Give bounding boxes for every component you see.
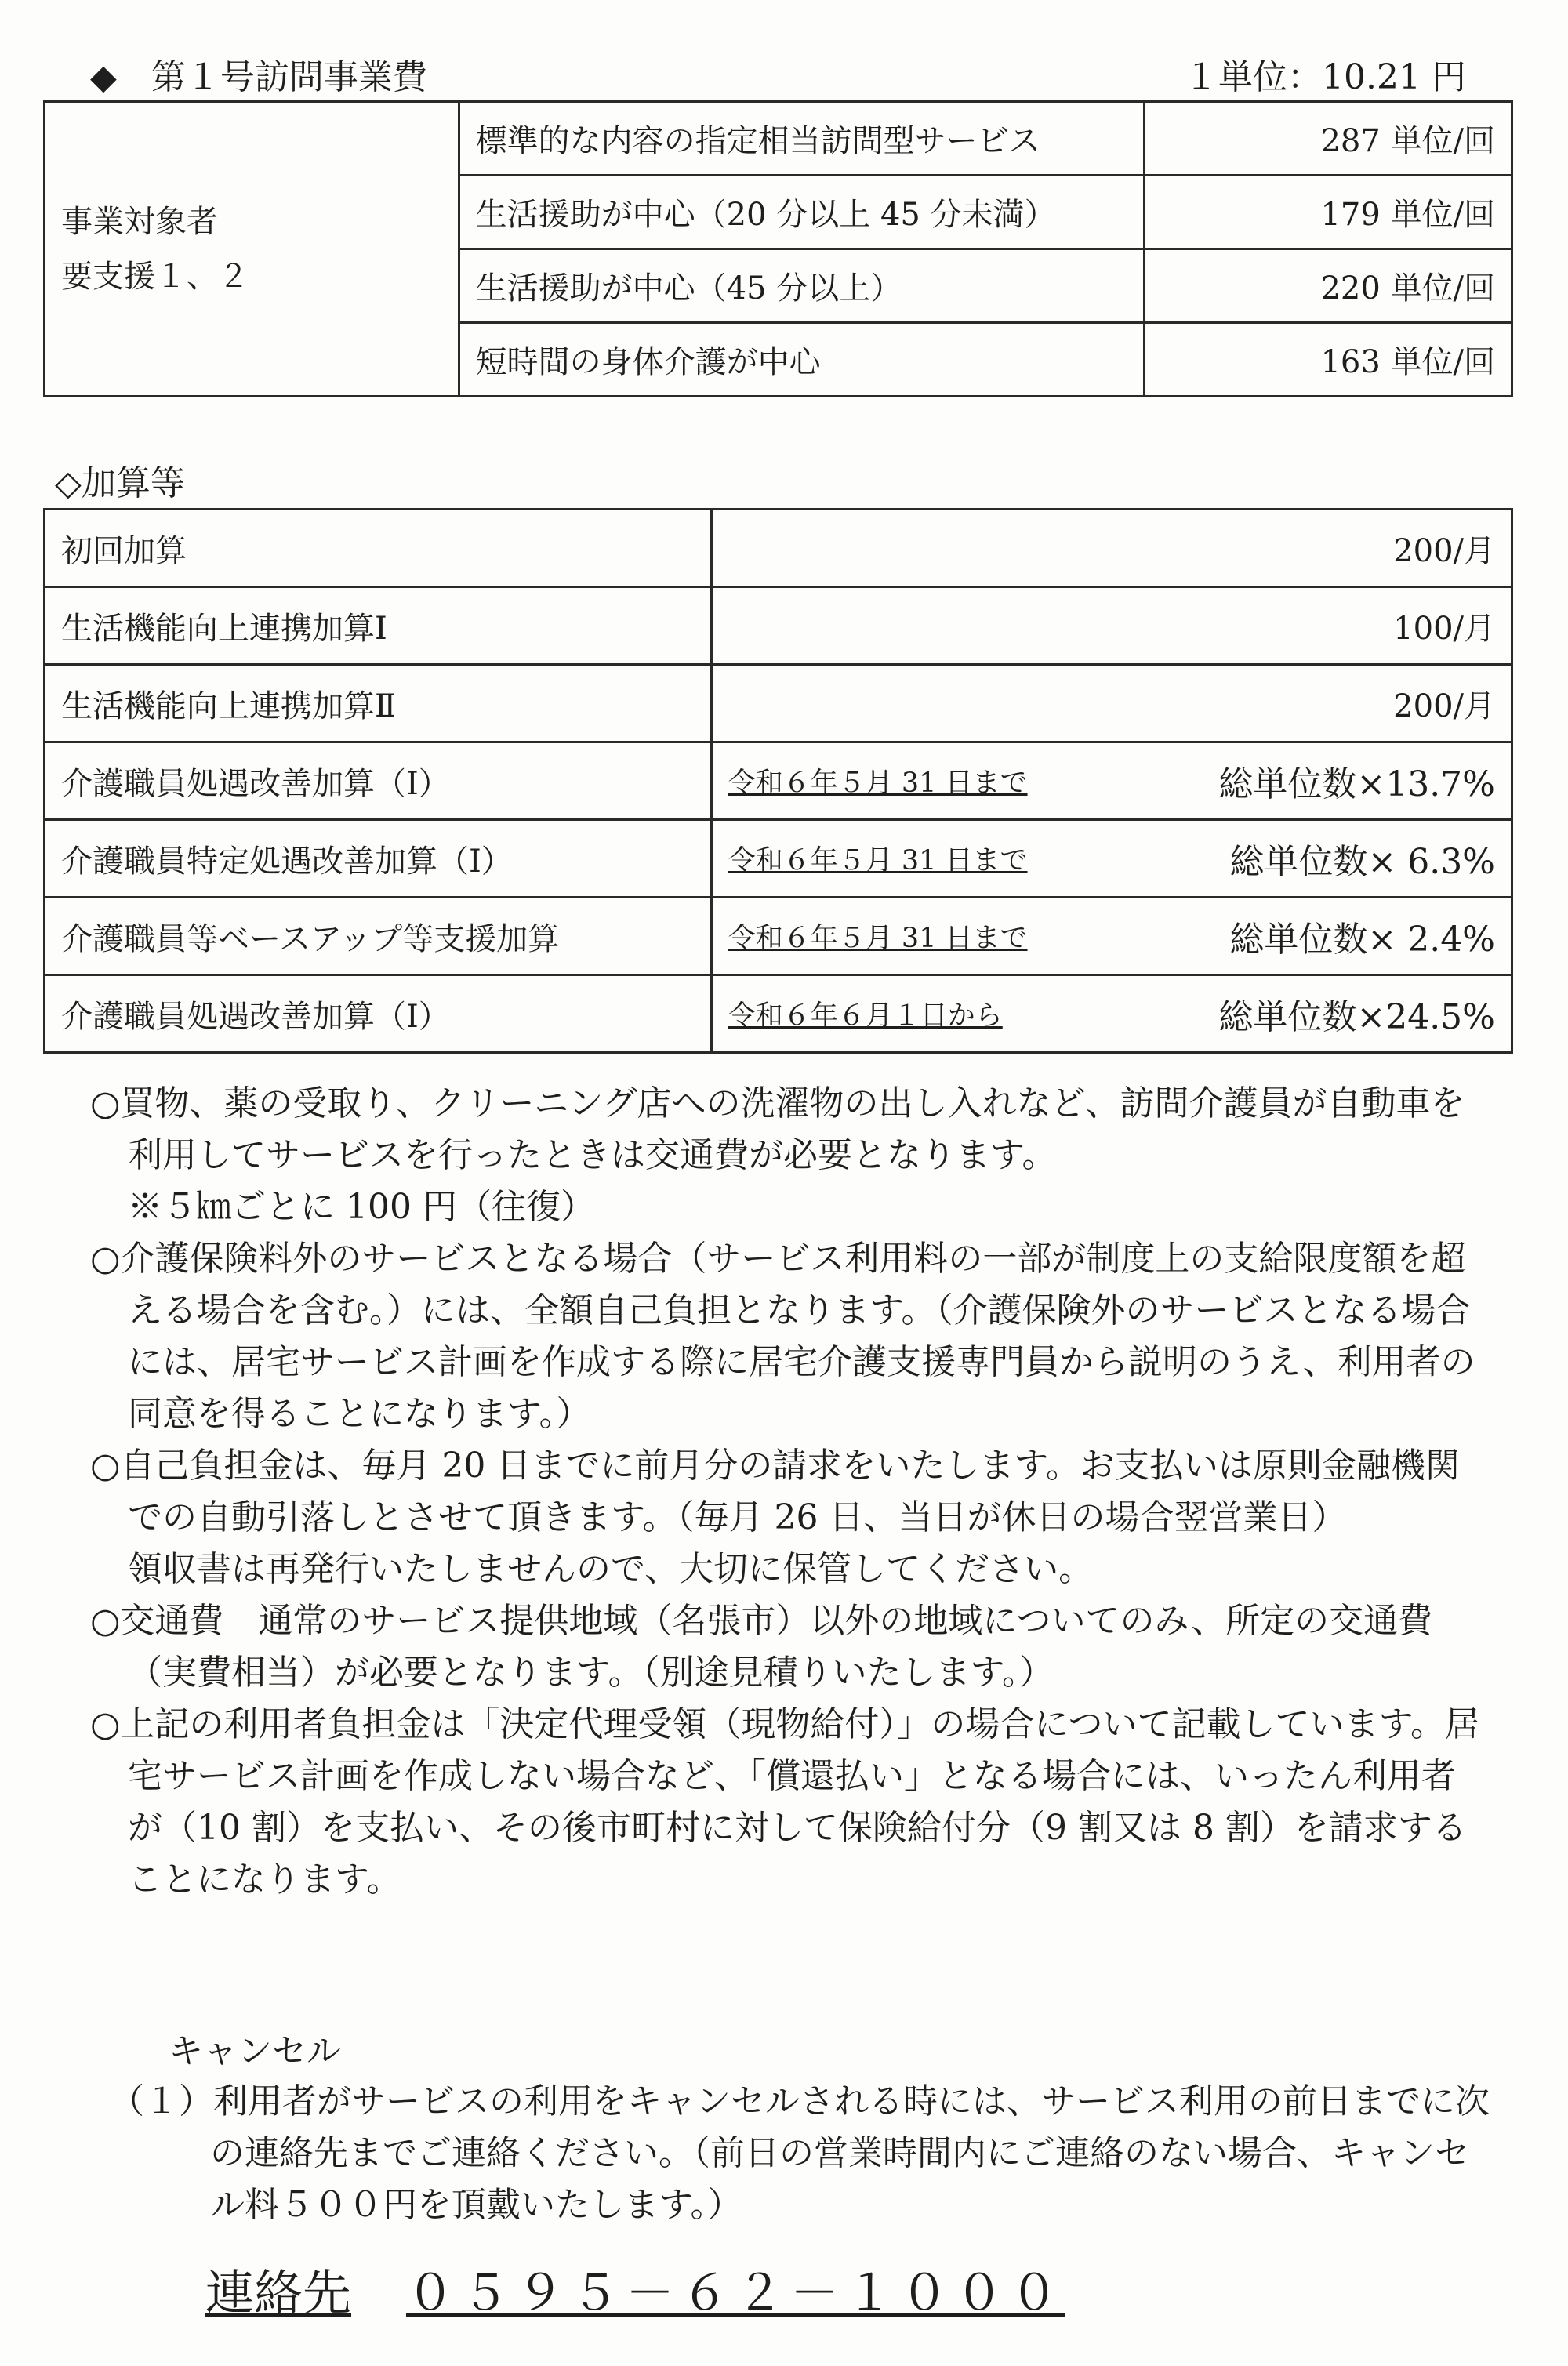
note-paragraph: ○上記の利用者負担金は「決定代理受領（現物給付）」の場合について記載しています。居宅サービス計画を作成しない場合など、「償還払い」となる場合には、いったん利用者が（10 割）を支払い、その後市町村に対して保険給付分（9 割又は 8 割）を請求することになります。: [90, 1704, 1479, 1900]
table-row: [45, 898, 1512, 975]
addition-name: 介護職員処遇改善加算（Ⅰ）: [45, 742, 712, 820]
service-name: 生活援助が中心（20 分以上 45 分未満）: [459, 176, 1144, 249]
target-label-cell: [45, 102, 459, 397]
addition-name: 生活機能向上連携加算Ⅰ: [45, 587, 712, 665]
additions-title: ◇加算等: [55, 463, 185, 503]
addition-value: 200/月: [711, 510, 1512, 587]
addition-detail-cell: [711, 975, 1512, 1053]
addition-value: 総単位数×13.7%: [1218, 764, 1495, 804]
section-title: ◆ 第１号訪問事業費: [90, 57, 427, 97]
notes-section: [90, 1078, 1486, 1906]
note-paragraph: ○交通費 通常のサービス提供地域（名張市）以外の地域についてのみ、所定の交通費（実費相当）が必要となります。（別途見積りいたします。）: [90, 1601, 1433, 1693]
table-row: [45, 742, 1512, 820]
table-row: [45, 587, 1512, 665]
addition-detail-cell: [711, 820, 1512, 898]
addition-name: 初回加算: [45, 510, 712, 587]
note-paragraph: ○買物、薬の受取り、クリーニング店への洗濯物の出し入れなど、訪問介護員が自動車を利用してサービスを行ったときは交通費が必要となります。: [90, 1083, 1465, 1175]
note-paragraph: ○自己負担金は、毎月 20 日までに前月分の請求をいたします。お支払いは原則金融機関での自動引落しとさせて頂きます。（毎月 26 日、当日が休日の場合翌営業日）: [90, 1446, 1460, 1537]
addition-name: 介護職員特定処遇改善加算（Ⅰ）: [45, 820, 712, 898]
service-name: 標準的な内容の指定相当訪問型サービス: [459, 102, 1144, 176]
table-row: [45, 102, 1512, 176]
additions-table: [43, 508, 1513, 1054]
service-name: 短時間の身体介護が中心: [459, 323, 1144, 397]
service-units: 179 単位/回: [1145, 176, 1512, 249]
service-units: 163 単位/回: [1145, 323, 1512, 397]
target-label-line1: 事業対象者: [61, 203, 218, 240]
service-fee-table: [43, 100, 1513, 397]
unit-note: １単位：10.21 円: [1184, 57, 1466, 97]
note-paragraph: ○介護保険料外のサービスとなる場合（サービス利用料の一部が制度上の支給限度額を超える場合を含む。）には、全額自己負担となります。（介護保険外のサービスとなる場合には、居宅サービス計画を作成する際に居宅介護支援専門員から説明のうえ、利用者の同意を得ることになります。）: [90, 1239, 1475, 1434]
table-row: [45, 975, 1512, 1053]
service-units: 220 単位/回: [1145, 249, 1512, 323]
table-row: [45, 510, 1512, 587]
addition-name: 介護職員等ベースアップ等支援加算: [45, 898, 712, 975]
addition-detail-cell: [711, 898, 1512, 975]
table-row: [45, 820, 1512, 898]
target-label-line2: 要支援１、２: [61, 258, 249, 295]
addition-period: 令和６年５月 31 日まで: [728, 845, 1028, 876]
cancel-title: キャンセル: [169, 2031, 341, 2071]
service-units: 287 単位/回: [1145, 102, 1512, 176]
addition-period: 令和６年５月 31 日まで: [728, 923, 1028, 954]
service-name: 生活援助が中心（45 分以上）: [459, 249, 1144, 323]
addition-value: 総単位数×24.5%: [1218, 997, 1495, 1037]
addition-detail-cell: [711, 742, 1512, 820]
addition-value: 総単位数× 6.3%: [1229, 842, 1495, 882]
contact-line: [205, 2254, 1065, 2324]
note-subline: ※５㎞ごとに 100 円（往復）: [128, 1187, 595, 1227]
addition-name: 生活機能向上連携加算Ⅱ: [45, 665, 712, 742]
contact-label: 連絡先: [205, 2264, 352, 2321]
addition-value: 100/月: [711, 587, 1512, 665]
addition-name: 介護職員処遇改善加算（Ⅰ）: [45, 975, 712, 1053]
addition-value: 200/月: [711, 665, 1512, 742]
note-subline: 領収書は再発行いたしませんので、大切に保管してください。: [128, 1549, 1094, 1589]
addition-period: 令和６年６月１日から: [728, 1000, 1003, 1032]
cancel-item: （１）利用者がサービスの利用をキャンセルされる時には、サービス利用の前日までに次の連絡先までご連絡ください。（前日の営業時間内にご連絡のない場合、キャンセル料５００円を頂戴いたします。）: [110, 2081, 1490, 2225]
addition-period: 令和６年５月 31 日まで: [728, 767, 1028, 799]
table-row: [45, 665, 1512, 742]
addition-value: 総単位数× 2.4%: [1229, 920, 1495, 960]
contact-phone: ０５９５－６２－１０００: [406, 2264, 1065, 2321]
